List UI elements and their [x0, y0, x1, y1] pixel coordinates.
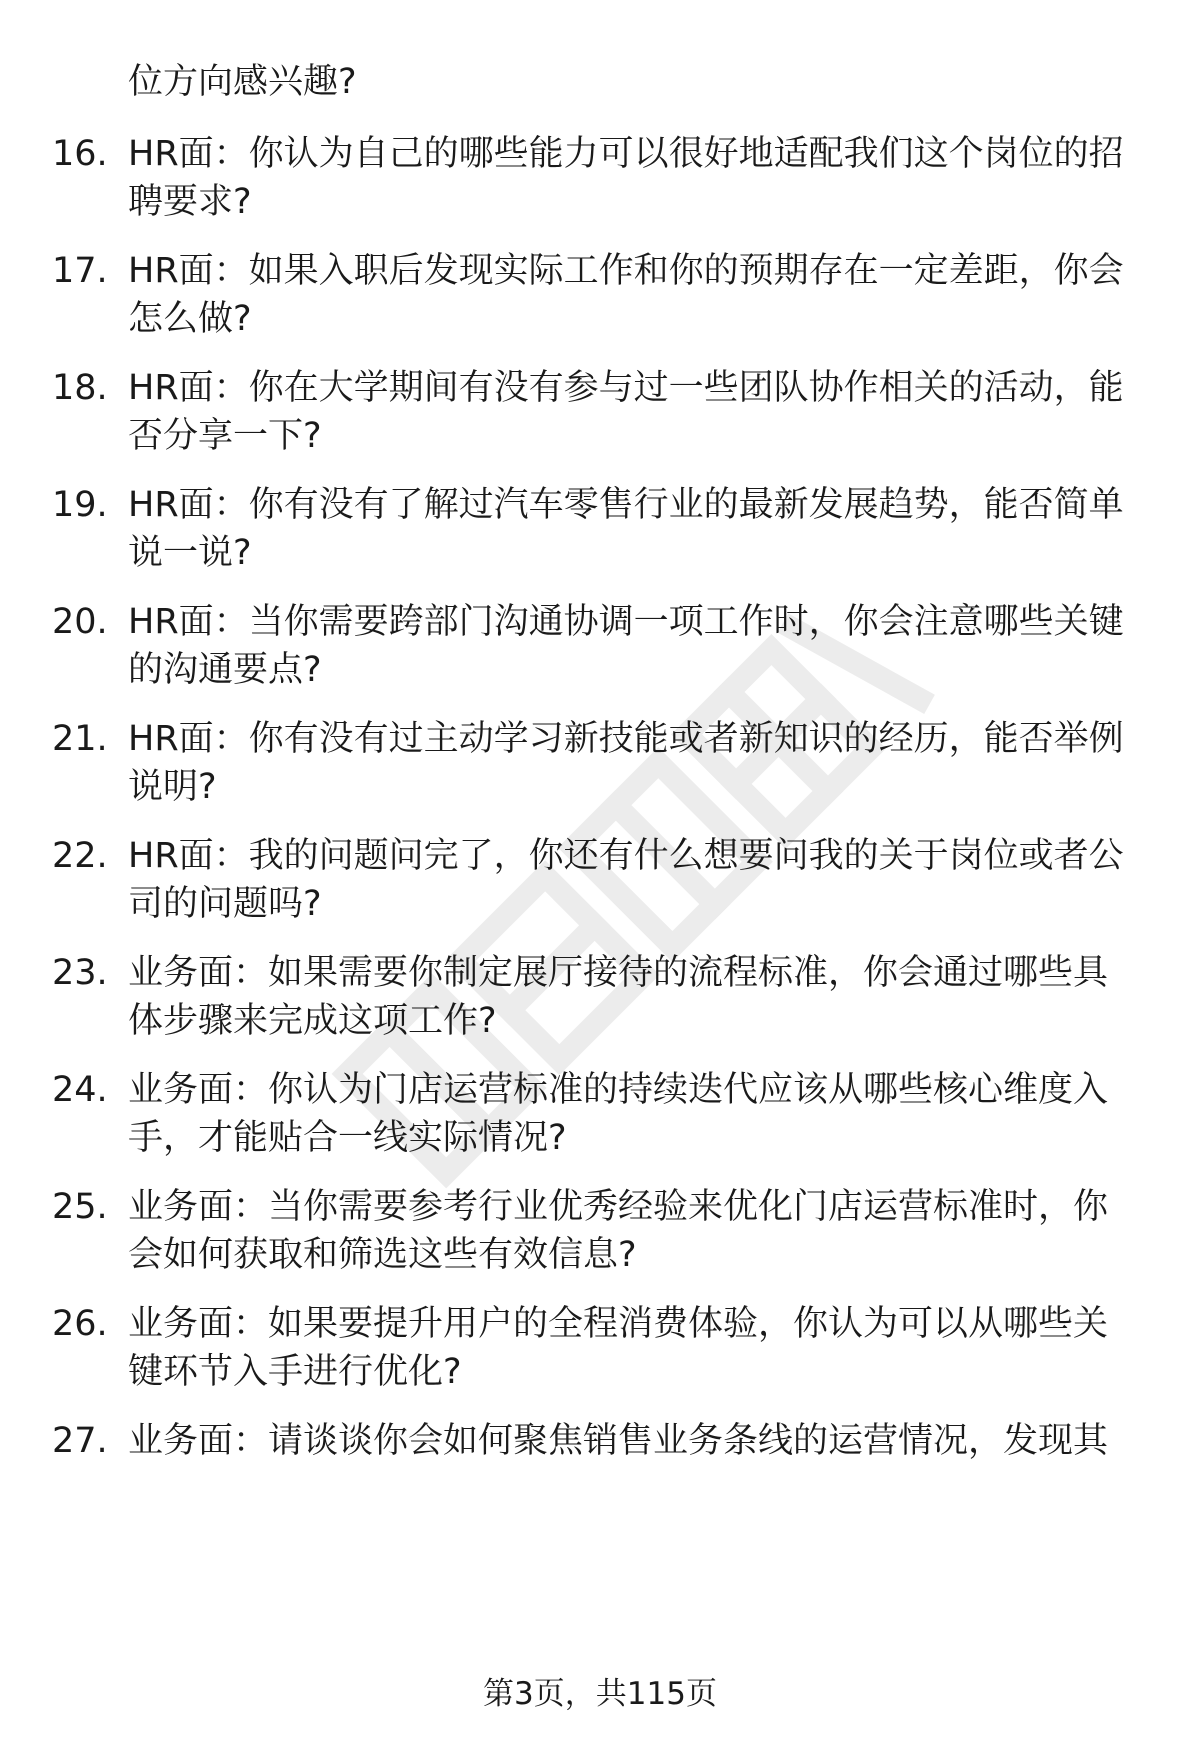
question-text-line: HR面：当你需要跨部门沟通协调一项工作时，你会注意哪些关键 — [128, 602, 1124, 642]
question-text-line: HR面：你有没有过主动学习新技能或者新知识的经历，能否举例 — [128, 719, 1124, 759]
question-text-line: 业务面：如果需要你制定展厅接待的流程标准，你会通过哪些具 — [128, 953, 1109, 993]
continuation-text: 位方向感兴趣? — [128, 62, 357, 102]
question-number: 18. — [52, 368, 108, 408]
question-text-line: 业务面：你认为门店运营标准的持续迭代应该从哪些核心维度入 — [128, 1070, 1109, 1110]
question-text-line: 聘要求? — [128, 182, 252, 222]
question-text-line: HR面：我的问题问完了，你还有什么想要问我的关于岗位或者公 — [128, 836, 1124, 876]
question-number: 21. — [52, 719, 108, 759]
question-number: 24. — [52, 1070, 108, 1110]
question-text-line: HR面：你在大学期间有没有参与过一些团队协作相关的活动，能 — [128, 368, 1124, 408]
question-text-line: HR面：你认为自己的哪些能力可以很好地适配我们这个岗位的招 — [128, 134, 1124, 174]
question-text-line: 业务面：如果要提升用户的全程消费体验，你认为可以从哪些关 — [128, 1304, 1109, 1344]
question-text-line: 键环节入手进行优化? — [128, 1352, 462, 1392]
question-number: 17. — [52, 251, 108, 291]
page-number-footer: 第3页，共115页 — [483, 1676, 717, 1712]
question-number: 25. — [52, 1187, 108, 1227]
question-number: 23. — [52, 953, 108, 993]
question-text-line: HR面：你有没有了解过汽车零售行业的最新发展趋势，能否简单 — [128, 485, 1124, 525]
question-text-line: 说一说? — [128, 533, 252, 573]
question-text-line: 司的问题吗? — [128, 884, 322, 924]
question-number: 20. — [52, 602, 108, 642]
question-number: 26. — [52, 1304, 108, 1344]
question-text-line: 怎么做? — [128, 299, 252, 339]
question-text-line: 业务面：请谈谈你会如何聚焦销售业务条线的运营情况，发现其 — [128, 1421, 1109, 1461]
question-number: 19. — [52, 485, 108, 525]
question-number: 16. — [52, 134, 108, 174]
question-text-line: 否分享一下? — [128, 416, 322, 456]
question-text-line: 的沟通要点? — [128, 650, 322, 690]
question-text-line: 手，才能贴合一线实际情况? — [128, 1118, 567, 1158]
question-text-line: 业务面：当你需要参考行业优秀经验来优化门店运营标准时，你 — [128, 1187, 1109, 1227]
question-text-line: HR面：如果入职后发现实际工作和你的预期存在一定差距，你会 — [128, 251, 1124, 291]
question-text-line: 会如何获取和筛选这些有效信息? — [128, 1235, 637, 1275]
question-number: 22. — [52, 836, 108, 876]
question-number: 27. — [52, 1421, 108, 1461]
question-text-line: 说明? — [128, 767, 217, 807]
question-text-line: 体步骤来完成这项工作? — [128, 1001, 497, 1041]
